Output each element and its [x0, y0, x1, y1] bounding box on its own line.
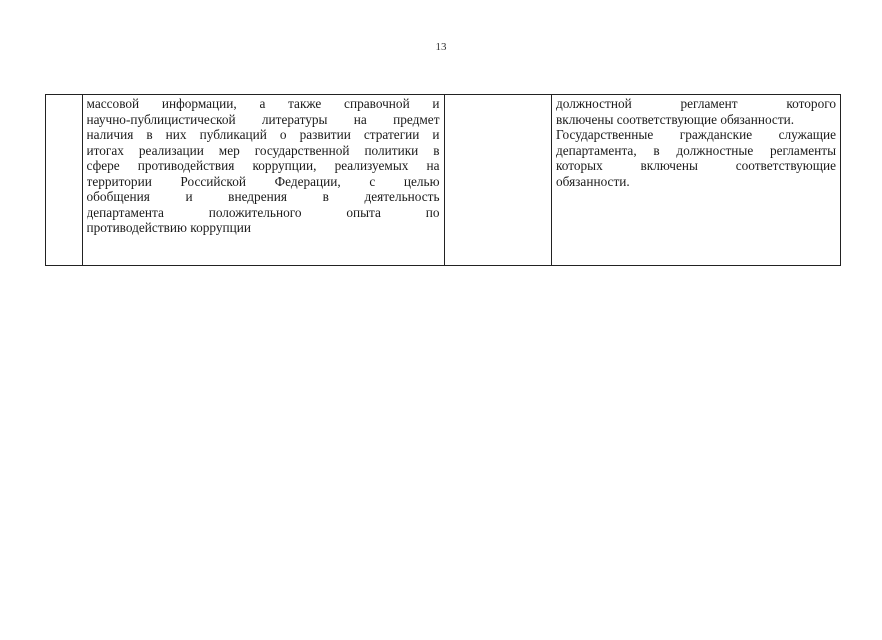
measure-line: территории Российской Федерации, с целью [86, 173, 440, 189]
measure-cell [82, 95, 444, 266]
responsible-line: которых включены соответствующие [555, 158, 836, 173]
deadline-cell [444, 95, 551, 266]
table-row [46, 95, 841, 266]
responsible-line: должностной регламент которого [555, 96, 836, 111]
measure-line: обобщения и внедрения в деятельность [86, 189, 440, 204]
measure-line: наличия в них публикаций о развитии стратегии и [86, 127, 440, 142]
responsible-line: Государственные гражданские служащие [555, 127, 836, 142]
measure-line: массовой информации, а также справочной и [86, 96, 440, 111]
responsible-line: департамента, в должностные регламенты [555, 142, 836, 158]
measure-line: итогах реализации мер государственной политики в [86, 142, 440, 158]
row-number-cell [46, 95, 83, 266]
measures-table [45, 94, 841, 266]
measure-line: научно-публицистической литературы на предмет [86, 111, 440, 127]
responsible-line: обязанности. [555, 173, 630, 189]
page-number: 13 [435, 41, 447, 53]
measure-line: противодействию коррупции [86, 220, 251, 235]
responsible-line: включены соответствующие обязанности. [555, 111, 795, 127]
measure-line: департамента положительного опыта по [86, 204, 440, 220]
responsible-cell [551, 95, 840, 266]
measure-line: сфере противодействия коррупции, реализуемых на [86, 158, 440, 173]
